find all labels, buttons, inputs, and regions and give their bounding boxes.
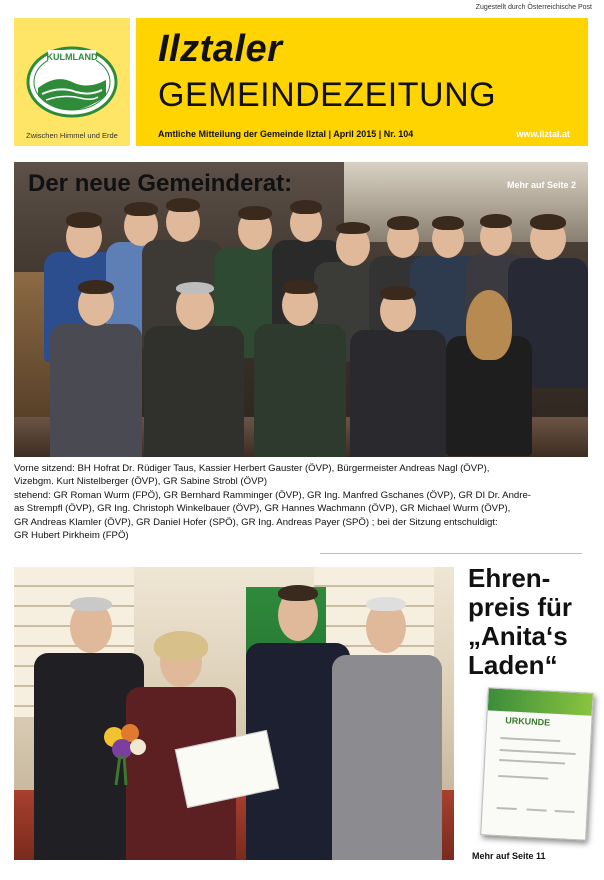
- postal-note: Zugestellt durch Österreichische Post: [475, 4, 592, 11]
- lead-headline: Der neue Gemeinderat:: [28, 170, 293, 197]
- masthead-title-box: [136, 18, 588, 146]
- website-link[interactable]: www.ilztal.at: [516, 129, 570, 139]
- kulmland-logo-icon: [26, 36, 118, 128]
- council-group-photo: [14, 162, 588, 457]
- caption-line: GR Hubert Pirkheim (FPÖ): [14, 530, 129, 542]
- logo-tagline: Zwischen Himmel und Erde: [26, 131, 118, 140]
- award-ceremony-photo: [14, 567, 454, 860]
- lead-more-link[interactable]: Mehr auf Seite 2: [506, 180, 576, 190]
- caption-line: GR Andreas Klamler (ÖVP), GR Daniel Hofer (SPÖ), GR Ing. Andreas Payer (SPÖ) ; bei der Sitzung entschuldigt:: [14, 516, 498, 528]
- divider: [320, 553, 582, 554]
- flower-bouquet-icon: [94, 717, 154, 787]
- caption-line: as Strempfl (ÖVP), GR Ing. Christoph Winkelbauer (ÖVP), GR Hannes Wachmann (ÖVP), GR Michael Wurm (ÖVP),: [14, 503, 511, 515]
- caption-line: stehend: GR Roman Wurm (FPÖ), GR Bernhard Ramminger (ÖVP), GR Ing. Manfred Gschanes (ÖVP), GR DI Dr. Andre-: [14, 489, 531, 501]
- newspaper-title: Ilztaler: [158, 28, 283, 70]
- photo-caption: [14, 462, 590, 542]
- certificate-image: [480, 687, 594, 840]
- award-headline: Ehren- preis für „Anita‘s Laden“: [468, 563, 573, 680]
- newspaper-subtitle: GEMEINDEZEITUNG: [158, 76, 497, 114]
- caption-line: Vorne sitzend: BH Hofrat Dr. Rüdiger Taus, Kassier Herbert Gauster (ÖVP), Bürgermeister Andreas Nagl (ÖVP),: [14, 463, 490, 474]
- logo-box: [14, 18, 130, 146]
- logo-word: KULMLAND: [46, 52, 98, 62]
- issue-info: Amtliche Mitteilung der Gemeinde Ilztal | April 2015 | Nr. 104: [158, 129, 414, 139]
- award-more-link[interactable]: Mehr auf Seite 11: [472, 851, 546, 861]
- caption-line: Vizebgm. Kurt Nistelberger (ÖVP), GR Sabine Strobl (ÖVP): [14, 476, 268, 488]
- certificate-title: URKUNDE: [504, 715, 551, 728]
